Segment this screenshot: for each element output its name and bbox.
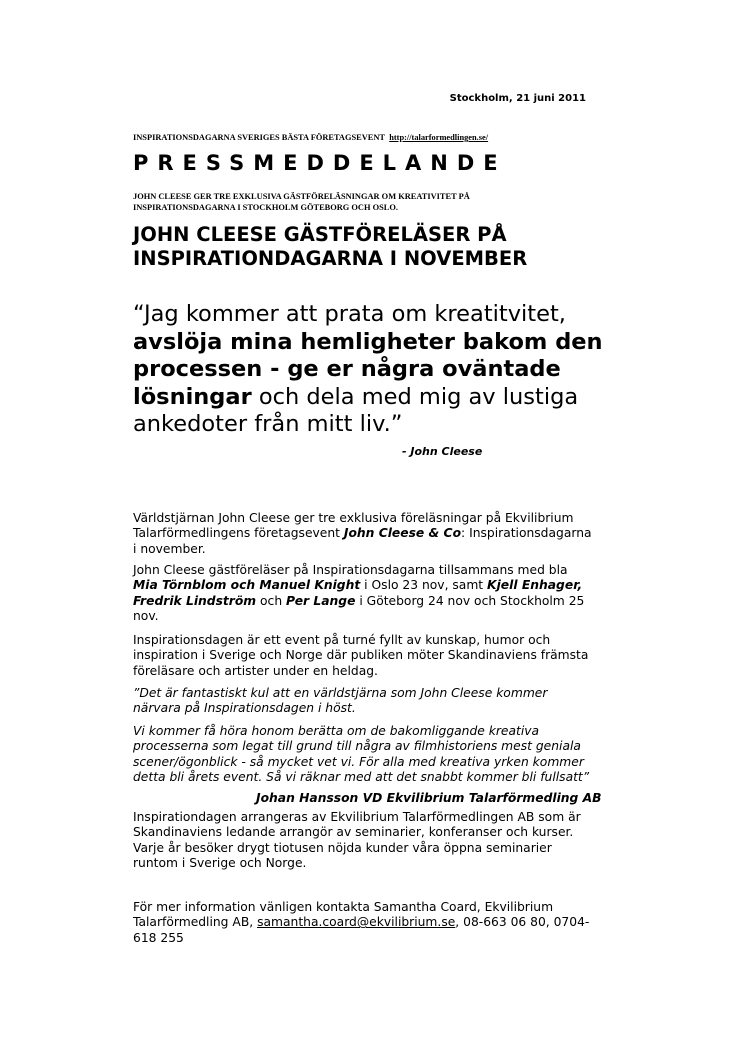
event-tagline: INSPIRATIONSDAGARNA SVERIGES BÄSTA FÖRETAGSEVENT bbox=[133, 133, 386, 142]
paragraph-intro: Världstjärnan John Cleese ger tre exklusiva föreläsningar på Ekvilibrium Talarförmedlingens företagsevent John Cleese & Co: Inspirationsdagarna i november. bbox=[133, 511, 592, 556]
page-title: PRESSMEDDELANDE bbox=[133, 151, 507, 175]
contact-email-link[interactable]: samantha.coard@ekvilibrium.se bbox=[257, 915, 456, 930]
paragraph-contact: För mer information vänligen kontakta Samantha Coard, Ekvilibrium Talarförmedling AB, samantha.coard@ekvilibrium.se, 08-663 06 80, 0704- 618 255 bbox=[133, 900, 590, 945]
headline bbox=[133, 223, 603, 271]
dateline: Stockholm, 21 juni 2011 bbox=[449, 93, 586, 104]
event-topline bbox=[133, 133, 488, 142]
headline-line: INSPIRATIONDAGARNA I NOVEMBER bbox=[133, 247, 528, 270]
headline-line: JOHN CLEESE GÄSTFÖRELÄSER PÅ bbox=[133, 223, 507, 246]
paragraph-event-description: Inspirationsdagen är ett event på turné fyllt av kunskap, humor och inspiration i Sverige och Norge där publiken möter Skandinaviens främsta föreläsare och artister under en heldag. bbox=[133, 633, 589, 678]
quote-line: ankedoter från mitt liv.” bbox=[133, 411, 403, 437]
quote-line: processen - ge er några oväntade bbox=[133, 356, 561, 382]
website-link[interactable]: http://talarformedlingen.se/ bbox=[389, 133, 489, 142]
subheading bbox=[133, 191, 593, 213]
quote-line: avslöja mina hemligheter bakom den bbox=[133, 328, 603, 355]
quote-attribution: Johan Hansson VD Ekvilibrium Talarförmedling AB bbox=[256, 791, 602, 805]
paragraph-quote-body: Vi kommer få höra honom berätta om de bakomliggande kreativa processerna som legat till grund till några av filmhistoriens mest geniala scener/ögonblick - så mycket vet vi. För alla med kreativa yrken kommer detta bli årets event. Så vi räknar med att det snabbt kommer bli fullsatt” bbox=[133, 724, 590, 785]
pull-quote bbox=[133, 301, 613, 439]
quote-line: “Jag kommer att prata om kreatitvitet, bbox=[133, 301, 566, 327]
paragraph-organizer: Inspirationdagen arrangeras av Ekvilibrium Talarförmedlingen AB som är Skandinaviens ledande arrangör av seminarier, konferanser och kurser. Varje år besöker drygt tiotusen nöjda kunder våra öppna seminarier runtom i Sverige och Norge. bbox=[133, 810, 581, 871]
quote-line: lösningar och dela med mig av lustiga bbox=[133, 383, 579, 410]
quote-author: - John Cleese bbox=[402, 445, 483, 458]
paragraph-quote-intro: ”Det är fantastiskt kul att en världstjärna som John Cleese kommer närvara på Inspirationsdagen i höst. bbox=[133, 686, 548, 716]
paragraph-speakers: John Cleese gästföreläser på Inspirationsdagarna tillsammans med bla Mia Törnblom och Manuel Knight i Oslo 23 nov, samt Kjell Enhager, Fredrik Lindström och Per Lange i Göteborg 24 nov och Stockholm 25 nov. bbox=[133, 563, 585, 624]
subheading-line: JOHN CLEESE GER TRE EXKLUSIVA GÄSTFÖRELÄSNINGAR OM KREATIVITET PÅ bbox=[133, 192, 470, 201]
subheading-line: INSPIRATIONSDAGARNA I STOCKHOLM GÖTEBORG OCH OSLO. bbox=[133, 203, 398, 212]
